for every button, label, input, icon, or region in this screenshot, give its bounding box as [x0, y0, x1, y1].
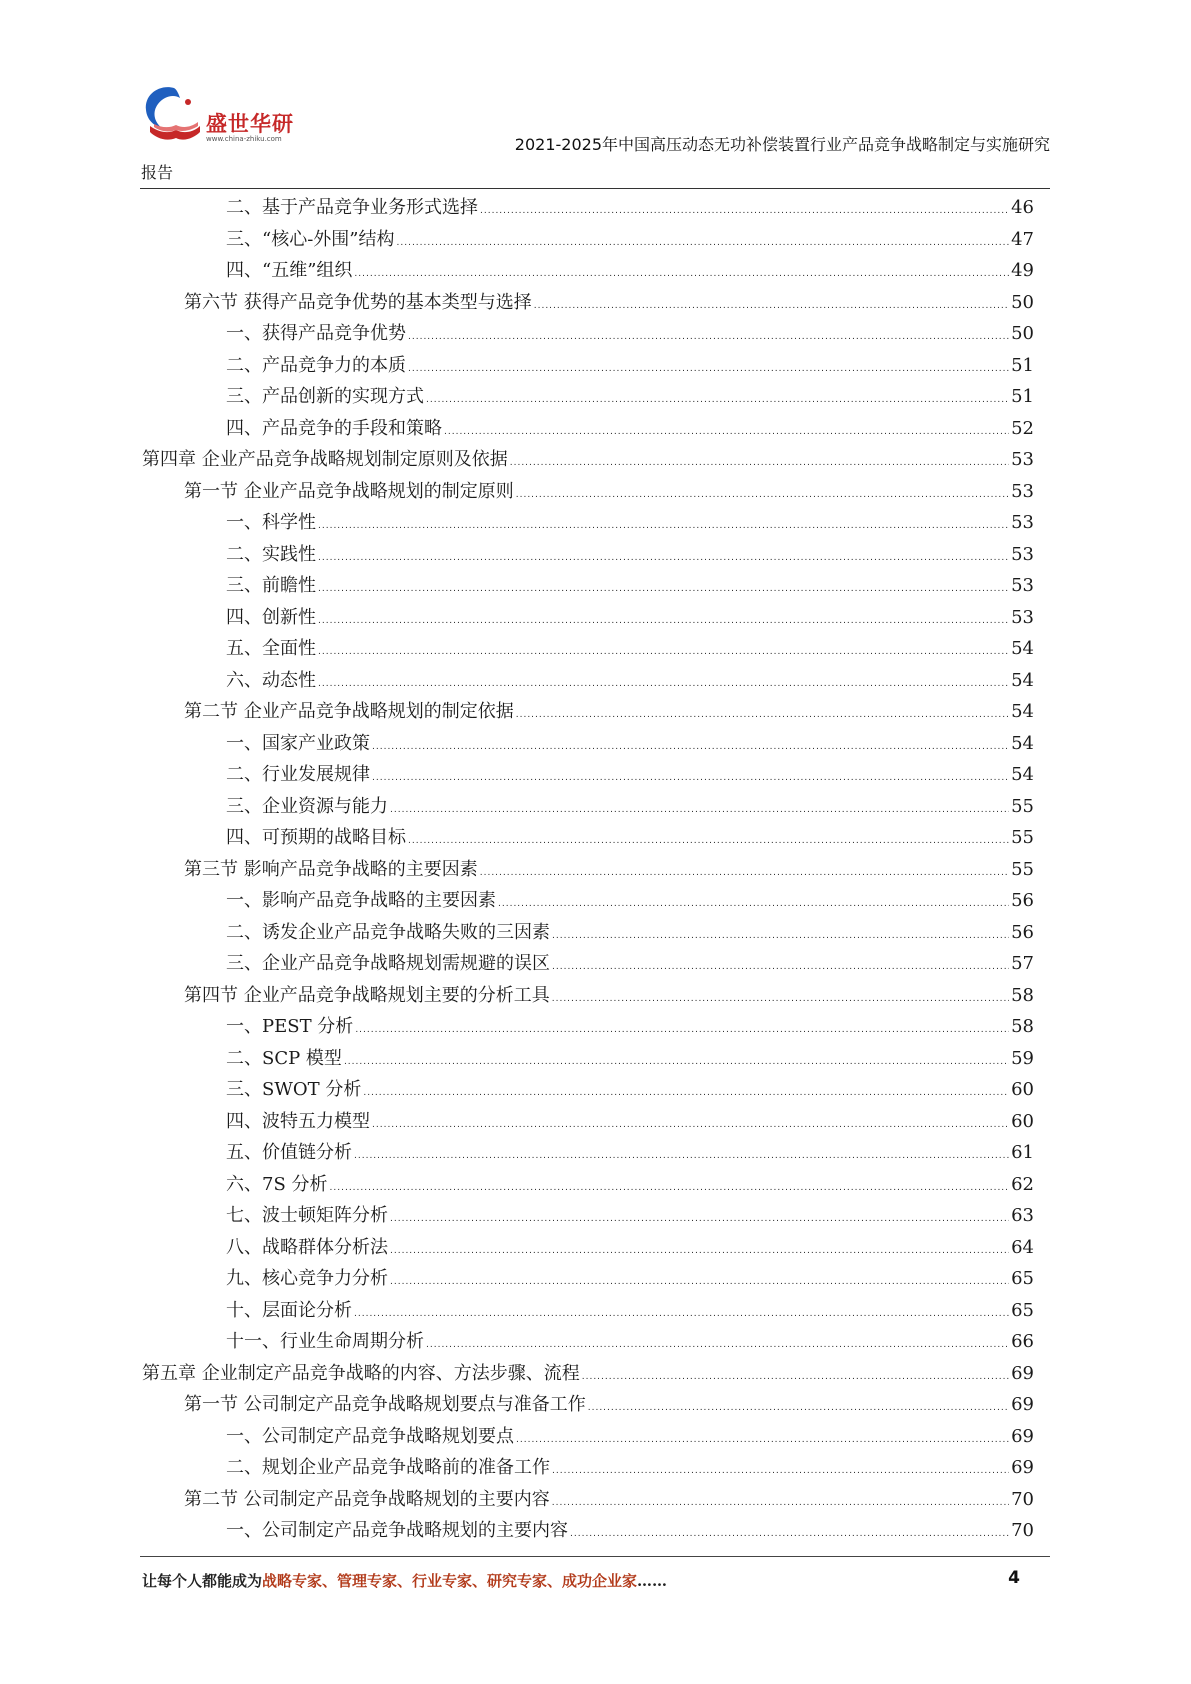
toc-entry-title: 十一、行业生命周期分析 — [226, 1331, 424, 1352]
toc-section-entry[interactable] — [142, 696, 1034, 728]
toc-entry-title: 四、创新性 — [226, 606, 316, 628]
toc-leader-dots — [534, 291, 1009, 323]
toc-item-entry[interactable] — [142, 948, 1034, 980]
toc-entry-page: 54 — [1011, 764, 1034, 785]
toc-item-entry[interactable] — [142, 1137, 1034, 1169]
toc-entry-page: 56 — [1011, 921, 1034, 943]
toc-item-entry[interactable] — [142, 1515, 1034, 1547]
toc-entry-title: 第四章 企业产品竞争战略规划制定原则及依据 — [142, 449, 508, 470]
toc-leader-dots — [582, 1362, 1009, 1394]
toc-item-entry[interactable] — [142, 507, 1034, 539]
toc-leader-dots — [516, 480, 1009, 512]
toc-leader-dots — [552, 984, 1009, 1016]
toc-entry-title: 二、实践性 — [226, 543, 316, 565]
logo-emblem-icon — [140, 80, 206, 146]
toc-entry-title: 第五章 企业制定产品竞争战略的内容、方法步骤、流程 — [142, 1362, 580, 1384]
toc-item-entry[interactable] — [142, 350, 1034, 382]
toc-section-entry[interactable] — [142, 980, 1034, 1012]
toc-entry-title: 第二节 公司制定产品竞争战略规划的主要内容 — [184, 1488, 550, 1510]
toc-entry-title: 第六节 获得产品竞争优势的基本类型与选择 — [184, 291, 532, 313]
toc-entry-title: 三、企业产品竞争战略规划需规避的误区 — [226, 953, 550, 974]
toc-entry-title: 八、战略群体分析法 — [226, 1236, 388, 1258]
toc-entry-page: 58 — [1011, 1016, 1034, 1037]
toc-leader-dots — [516, 1425, 1009, 1457]
toc-leader-dots — [516, 700, 1009, 732]
toc-item-entry[interactable] — [142, 1200, 1034, 1232]
toc-entry-title: 三、企业资源与能力 — [226, 795, 388, 817]
toc-item-entry[interactable] — [142, 255, 1034, 287]
toc-item-entry[interactable] — [142, 192, 1034, 224]
toc-leader-dots — [390, 1204, 1009, 1236]
toc-leader-dots — [390, 1267, 1009, 1299]
toc-leader-dots — [354, 1141, 1009, 1173]
toc-entry-title: 四、产品竞争的手段和策略 — [226, 417, 442, 439]
toc-entry-title: 二、诱发企业产品竞争战略失败的三因素 — [226, 921, 550, 943]
toc-entry-page: 60 — [1011, 1110, 1034, 1132]
logo-url: www.china-zhiku.com — [206, 135, 282, 143]
toc-entry-title: 四、“五维”组织 — [226, 260, 353, 281]
page-number: 4 — [1008, 1568, 1020, 1588]
toc-leader-dots — [318, 511, 1009, 543]
toc-chapter-entry[interactable] — [142, 444, 1034, 476]
toc-entry-title: 二、产品竞争力的本质 — [226, 354, 406, 376]
toc-entry-page: 57 — [1011, 953, 1034, 974]
toc-section-entry[interactable] — [142, 1389, 1034, 1421]
toc-item-entry[interactable] — [142, 318, 1034, 350]
page-footer — [140, 1566, 1050, 1596]
logo-name: 盛世华研 — [206, 112, 294, 136]
toc-item-entry[interactable] — [142, 570, 1034, 602]
toc-entry-title: 第三节 影响产品竞争战略的主要因素 — [184, 858, 478, 880]
slogan-highlight: 战略专家、管理专家、行业专家、研究专家、成功企业家 — [262, 1572, 638, 1590]
toc-entry-page: 69 — [1011, 1457, 1034, 1478]
toc-item-entry[interactable] — [142, 1074, 1034, 1106]
slogan-suffix: …… — [637, 1572, 668, 1590]
toc-entry-page: 70 — [1011, 1488, 1034, 1510]
toc-entry-title: 一、国家产业政策 — [226, 732, 370, 754]
toc-entry-page: 55 — [1011, 858, 1034, 880]
toc-entry-page: 69 — [1011, 1425, 1034, 1447]
toc-entry-page: 53 — [1011, 575, 1034, 596]
report-title: 2021-2025年中国高压动态无功补偿装置行业产品竞争战略制定与实施研究 — [514, 135, 1050, 154]
toc-item-entry[interactable] — [142, 1232, 1034, 1264]
toc-entry-page: 53 — [1011, 480, 1034, 502]
toc-entry-page: 53 — [1011, 449, 1034, 470]
toc-leader-dots — [372, 763, 1009, 795]
toc-leader-dots — [552, 1488, 1009, 1520]
toc-entry-page: 69 — [1011, 1394, 1034, 1415]
toc-entry-page: 54 — [1011, 701, 1034, 722]
toc-item-entry[interactable] — [142, 759, 1034, 791]
toc-item-entry[interactable] — [142, 1011, 1034, 1043]
toc-section-entry[interactable] — [142, 287, 1034, 319]
toc-item-entry[interactable] — [142, 413, 1034, 445]
toc-leader-dots — [363, 1078, 1009, 1110]
toc-item-entry[interactable] — [142, 822, 1034, 854]
footer-slogan — [142, 1570, 667, 1591]
toc-leader-dots — [498, 889, 1009, 921]
toc-leader-dots — [318, 637, 1009, 669]
toc-entry-title: 七、波士顿矩阵分析 — [226, 1205, 388, 1226]
toc-entry-title: 第一节 公司制定产品竞争战略规划要点与准备工作 — [184, 1394, 586, 1415]
toc-entry-page: 66 — [1011, 1331, 1034, 1352]
toc-entry-page: 61 — [1011, 1142, 1034, 1163]
toc-entry-title: 五、价值链分析 — [226, 1142, 352, 1163]
toc-entry-title: 一、PEST 分析 — [226, 1016, 354, 1037]
toc-leader-dots — [390, 795, 1009, 827]
toc-item-entry[interactable] — [142, 1169, 1034, 1201]
toc-entry-page: 58 — [1011, 984, 1034, 1006]
slogan-prefix: 让每个人都能成为 — [142, 1572, 263, 1590]
toc-entry-page: 64 — [1011, 1236, 1034, 1258]
toc-leader-dots — [570, 1519, 1009, 1551]
toc-leader-dots — [552, 921, 1009, 953]
header-divider — [140, 188, 1050, 189]
toc-entry-title: 一、科学性 — [226, 512, 316, 533]
toc-item-entry[interactable] — [142, 1421, 1034, 1453]
toc-entry-page: 59 — [1011, 1047, 1034, 1069]
toc-section-entry[interactable] — [142, 854, 1034, 886]
toc-leader-dots — [480, 196, 1009, 228]
toc-entry-page: 47 — [1011, 228, 1034, 250]
toc-entry-title: 十、层面论分析 — [226, 1299, 352, 1321]
toc-leader-dots — [330, 1173, 1010, 1205]
toc-item-entry[interactable] — [142, 539, 1034, 571]
toc-entry-title: 第一节 企业产品竞争战略规划的制定原则 — [184, 480, 514, 502]
toc-entry-page: 54 — [1011, 669, 1034, 691]
toc-entry-title: 一、影响产品竞争战略的主要因素 — [226, 890, 496, 911]
toc-entry-page: 52 — [1011, 417, 1034, 439]
toc-section-entry[interactable] — [142, 1484, 1034, 1516]
toc-entry-page: 51 — [1011, 386, 1034, 407]
toc-entry-page: 51 — [1011, 354, 1034, 376]
toc-leader-dots — [480, 858, 1009, 890]
toc-leader-dots — [372, 1110, 1009, 1142]
toc-entry-page: 65 — [1011, 1268, 1034, 1289]
toc-leader-dots — [510, 448, 1009, 480]
toc-leader-dots — [426, 385, 1009, 417]
toc-leader-dots — [552, 1456, 1009, 1488]
toc-item-entry[interactable] — [142, 602, 1034, 634]
company-logo — [140, 80, 310, 150]
toc-item-entry[interactable] — [142, 1295, 1034, 1327]
table-of-contents — [142, 192, 1034, 1547]
toc-entry-page: 54 — [1011, 638, 1034, 659]
toc-entry-title: 五、全面性 — [226, 638, 316, 659]
footer-divider — [140, 1556, 1050, 1557]
toc-leader-dots — [318, 574, 1009, 606]
toc-entry-page: 49 — [1011, 260, 1034, 281]
toc-item-entry[interactable] — [142, 728, 1034, 760]
toc-entry-page: 56 — [1011, 890, 1034, 911]
toc-leader-dots — [552, 952, 1009, 984]
toc-section-entry[interactable] — [142, 476, 1034, 508]
toc-entry-page: 55 — [1011, 795, 1034, 817]
toc-entry-title: 一、公司制定产品竞争战略规划要点 — [226, 1425, 514, 1447]
toc-leader-dots — [588, 1393, 1009, 1425]
toc-entry-title: 二、基于产品竞争业务形式选择 — [226, 197, 478, 218]
toc-leader-dots — [397, 228, 1010, 260]
toc-entry-page: 53 — [1011, 543, 1034, 565]
toc-entry-page: 50 — [1011, 323, 1034, 344]
toc-entry-title: 四、波特五力模型 — [226, 1110, 370, 1132]
toc-item-entry[interactable] — [142, 665, 1034, 697]
page-header — [140, 80, 1050, 190]
toc-item-entry[interactable] — [142, 633, 1034, 665]
toc-leader-dots — [354, 1299, 1009, 1331]
toc-item-entry[interactable] — [142, 1452, 1034, 1484]
toc-leader-dots — [408, 322, 1009, 354]
toc-leader-dots — [318, 543, 1009, 575]
toc-entry-page: 46 — [1011, 197, 1034, 218]
toc-entry-title: 二、行业发展规律 — [226, 764, 370, 785]
toc-item-entry[interactable] — [142, 1263, 1034, 1295]
toc-leader-dots — [355, 1015, 1009, 1047]
report-title-continuation: 报告 — [141, 163, 174, 182]
toc-entry-title: 三、SWOT 分析 — [226, 1079, 362, 1100]
toc-entry-title: 一、公司制定产品竞争战略规划的主要内容 — [226, 1520, 568, 1541]
toc-entry-title: 二、规划企业产品竞争战略前的准备工作 — [226, 1457, 550, 1478]
toc-entry-title: 四、可预期的战略目标 — [226, 827, 406, 848]
toc-entry-page: 62 — [1011, 1173, 1034, 1195]
toc-item-entry[interactable] — [142, 1106, 1034, 1138]
toc-entry-title: 三、“核心-外围”结构 — [226, 228, 395, 250]
toc-leader-dots — [372, 732, 1009, 764]
toc-entry-page: 53 — [1011, 606, 1034, 628]
toc-item-entry[interactable] — [142, 224, 1034, 256]
toc-entry-page: 50 — [1011, 291, 1034, 313]
toc-leader-dots — [408, 826, 1009, 858]
toc-chapter-entry[interactable] — [142, 1358, 1034, 1390]
toc-entry-title: 三、产品创新的实现方式 — [226, 386, 424, 407]
toc-entry-title: 一、获得产品竞争优势 — [226, 323, 406, 344]
toc-leader-dots — [390, 1236, 1009, 1268]
toc-entry-title: 六、7S 分析 — [226, 1173, 328, 1195]
toc-item-entry[interactable] — [142, 1326, 1034, 1358]
toc-entry-page: 55 — [1011, 827, 1034, 848]
toc-entry-page: 70 — [1011, 1520, 1034, 1541]
toc-entry-title: 六、动态性 — [226, 669, 316, 691]
toc-entry-page: 65 — [1011, 1299, 1034, 1321]
toc-entry-page: 69 — [1011, 1362, 1034, 1384]
toc-entry-title: 第二节 企业产品竞争战略规划的制定依据 — [184, 701, 514, 722]
toc-item-entry[interactable] — [142, 791, 1034, 823]
toc-leader-dots — [408, 354, 1009, 386]
toc-item-entry[interactable] — [142, 885, 1034, 917]
toc-leader-dots — [344, 1047, 1009, 1079]
toc-entry-title: 二、SCP 模型 — [226, 1047, 342, 1069]
toc-leader-dots — [444, 417, 1009, 449]
toc-entry-title: 三、前瞻性 — [226, 575, 316, 596]
toc-item-entry[interactable] — [142, 917, 1034, 949]
toc-entry-title: 第四节 企业产品竞争战略规划主要的分析工具 — [184, 984, 550, 1006]
toc-entry-page: 60 — [1011, 1079, 1034, 1100]
toc-entry-page: 63 — [1011, 1205, 1034, 1226]
toc-entry-page: 54 — [1011, 732, 1034, 754]
toc-item-entry[interactable] — [142, 381, 1034, 413]
toc-leader-dots — [318, 606, 1009, 638]
toc-item-entry[interactable] — [142, 1043, 1034, 1075]
toc-entry-page: 53 — [1011, 512, 1034, 533]
toc-entry-title: 九、核心竞争力分析 — [226, 1268, 388, 1289]
